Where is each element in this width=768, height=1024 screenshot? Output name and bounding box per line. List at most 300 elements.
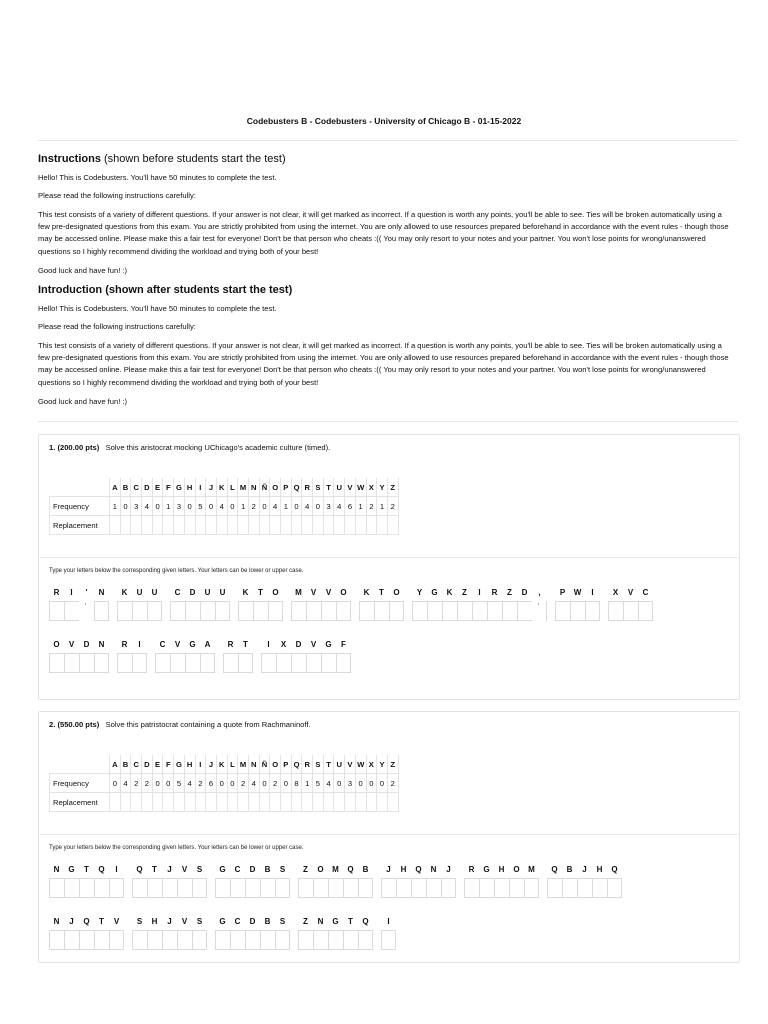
question-card-2 xyxy=(38,711,740,963)
answer-input[interactable] xyxy=(200,653,215,673)
replacement-input[interactable] xyxy=(334,793,345,812)
cipher-letter: Q xyxy=(136,865,143,874)
answer-input[interactable] xyxy=(147,878,162,898)
divider xyxy=(39,557,739,558)
answer-input[interactable] xyxy=(155,653,170,673)
replacement-input[interactable] xyxy=(377,516,388,535)
page-title: Codebusters B - Codebusters - University of Chicago B - 01-15-2022 xyxy=(246,116,522,126)
cipher-letter: O xyxy=(340,588,347,597)
cipher-cell xyxy=(275,862,290,898)
row-label: Replacement xyxy=(50,793,110,812)
replacement-input[interactable] xyxy=(195,793,206,812)
cipher-cell xyxy=(64,585,79,621)
alphabet-letter: O xyxy=(270,478,281,497)
answer-input[interactable] xyxy=(49,878,64,898)
alphabet-letter: I xyxy=(195,755,206,774)
replacement-input[interactable] xyxy=(227,793,238,812)
answer-hint: Type your letters below the corresponding given letters. Your letters can be lower or upper case. xyxy=(49,568,304,574)
cipher-cell xyxy=(389,585,404,621)
cipher-word xyxy=(49,637,109,673)
answer-input[interactable] xyxy=(94,601,109,621)
cipher-letter: S xyxy=(136,917,143,926)
answer-input[interactable] xyxy=(389,601,404,621)
frequency-cell: 4 xyxy=(334,497,345,516)
cipher-cell xyxy=(374,585,389,621)
answer-input[interactable] xyxy=(336,653,351,673)
answer-input[interactable] xyxy=(381,930,396,950)
cipher-cell xyxy=(607,862,622,898)
cipher-letter: G xyxy=(219,865,226,874)
alphabet-letter: R xyxy=(302,478,313,497)
answer-input[interactable] xyxy=(457,601,472,621)
replacement-input[interactable] xyxy=(302,516,313,535)
replacement-row xyxy=(50,793,399,812)
replacement-input[interactable] xyxy=(302,793,313,812)
cipher-letter: H xyxy=(596,865,603,874)
answer-input[interactable] xyxy=(261,653,276,673)
cipher-letter: Z xyxy=(303,865,308,874)
answer-input[interactable] xyxy=(276,653,291,673)
cipher-cell xyxy=(230,862,245,898)
answer-input[interactable] xyxy=(291,653,306,673)
answer-input[interactable] xyxy=(562,878,577,898)
frequency-cell: 2 xyxy=(366,497,377,516)
answer-input[interactable] xyxy=(396,878,411,898)
answer-input[interactable] xyxy=(607,878,622,898)
cipher-word xyxy=(412,585,547,621)
alphabet-letter: V xyxy=(345,478,356,497)
cipher-cell xyxy=(381,862,396,898)
cipher-cell xyxy=(427,585,442,621)
replacement-input[interactable] xyxy=(387,793,398,812)
cipher-letter: U xyxy=(219,588,226,597)
cipher-letter: J xyxy=(386,865,391,874)
cipher-cell xyxy=(457,585,472,621)
cipher-cell xyxy=(313,862,328,898)
answer-input[interactable] xyxy=(306,601,321,621)
replacement-input[interactable] xyxy=(323,793,334,812)
replacement-input[interactable] xyxy=(110,793,121,812)
replacement-input[interactable] xyxy=(334,516,345,535)
alphabet-letter: G xyxy=(174,755,185,774)
frequency-cell: 1 xyxy=(238,497,249,516)
introduction-p3: This test consists of a variety of different questions. If your answer is not clear, it will get marked as incorrect. If a question is worth any points, you'll be able to see. Ties will be broken automatically using a few pre-designated questions from this exam. You are strictly prohibited from using the internet. You are only allowed to use resources prepared beforehand in accordance with the event rules - though those may be accessed online. Please make this a fair test for everyone! Don't be that person who cheats :(( You may only resort to your notes and your partner. You won't lose points for wrong/unanswered questions so I highly recommend dividing the workload and trying both of your best! xyxy=(38,341,729,387)
answer-input[interactable] xyxy=(411,878,426,898)
answer-input[interactable] xyxy=(170,653,185,673)
cipher-cell xyxy=(192,914,207,950)
cipher-cell xyxy=(426,862,441,898)
answer-input[interactable] xyxy=(147,930,162,950)
answer-input[interactable] xyxy=(313,930,328,950)
answer-input[interactable] xyxy=(94,878,109,898)
answer-input[interactable] xyxy=(442,601,457,621)
row-label xyxy=(50,755,110,774)
frequency-cell: 4 xyxy=(120,774,131,793)
cipher-word xyxy=(215,862,290,898)
cipher-cell xyxy=(547,862,562,898)
replacement-input[interactable] xyxy=(248,793,259,812)
replacement-input[interactable] xyxy=(131,793,142,812)
cipher-letter: Q xyxy=(611,865,618,874)
replacement-input[interactable] xyxy=(131,516,142,535)
answer-input[interactable] xyxy=(275,930,290,950)
replacement-input[interactable] xyxy=(195,516,206,535)
alphabet-letter: K xyxy=(216,478,227,497)
answer-input[interactable] xyxy=(336,601,351,621)
replacement-input[interactable] xyxy=(270,793,281,812)
answer-input[interactable] xyxy=(291,601,306,621)
cipher-letter: V xyxy=(627,588,634,597)
answer-input[interactable] xyxy=(343,878,358,898)
alphabet-letter: D xyxy=(142,478,153,497)
replacement-input[interactable] xyxy=(345,516,356,535)
answer-input[interactable] xyxy=(328,878,343,898)
cipher-word xyxy=(155,637,215,673)
answer-input[interactable] xyxy=(260,930,275,950)
cipher-cell xyxy=(177,914,192,950)
answer-input[interactable] xyxy=(132,930,147,950)
answer-input[interactable] xyxy=(238,601,253,621)
cipher-letter: M xyxy=(332,865,339,874)
answer-input[interactable] xyxy=(238,653,253,673)
answer-input[interactable] xyxy=(487,601,502,621)
replacement-input[interactable] xyxy=(227,516,238,535)
answer-input[interactable] xyxy=(585,601,600,621)
answer-input[interactable] xyxy=(253,601,268,621)
replacement-input[interactable] xyxy=(184,793,195,812)
cipher-cell xyxy=(192,862,207,898)
cipher-letter: C xyxy=(234,917,241,926)
replacement-input[interactable] xyxy=(355,516,366,535)
answer-input[interactable] xyxy=(162,930,177,950)
answer-input[interactable] xyxy=(577,878,592,898)
answer-input[interactable] xyxy=(570,601,585,621)
answer-input[interactable] xyxy=(381,878,396,898)
cipher-letter: B xyxy=(264,917,271,926)
answer-input[interactable] xyxy=(412,601,427,621)
answer-input[interactable] xyxy=(268,601,283,621)
cipher-letter: K xyxy=(363,588,370,597)
cipher-cell xyxy=(64,914,79,950)
answer-input[interactable] xyxy=(321,601,336,621)
cipher-cell xyxy=(94,862,109,898)
alphabet-letter: Q xyxy=(291,755,302,774)
answer-input[interactable] xyxy=(79,878,94,898)
answer-input[interactable] xyxy=(547,878,562,898)
cipher-letter: F xyxy=(341,640,346,649)
cipher-letter: S xyxy=(196,865,203,874)
cipher-letter: J xyxy=(69,917,74,926)
cipher-cell xyxy=(94,914,109,950)
cipher-letter: G xyxy=(332,917,339,926)
alphabet-letter: Z xyxy=(387,478,398,497)
frequency-cell: 0 xyxy=(281,774,292,793)
replacement-input[interactable] xyxy=(142,516,153,535)
frequency-cell: 2 xyxy=(248,497,259,516)
cipher-cell xyxy=(49,637,64,673)
answer-input[interactable] xyxy=(117,653,132,673)
cipher-letter: Q xyxy=(362,917,369,926)
answer-input[interactable] xyxy=(298,930,313,950)
answer-input[interactable] xyxy=(358,930,373,950)
cipher-cell xyxy=(623,585,638,621)
alphabet-letter: V xyxy=(345,755,356,774)
answer-input[interactable] xyxy=(374,601,389,621)
answer-input[interactable] xyxy=(49,653,64,673)
replacement-input[interactable] xyxy=(291,793,302,812)
answer-input[interactable] xyxy=(245,930,260,950)
replacement-input[interactable] xyxy=(163,516,174,535)
answer-input[interactable] xyxy=(49,601,64,621)
answer-input[interactable] xyxy=(79,653,94,673)
frequency-cell: 1 xyxy=(281,497,292,516)
cipher-cell xyxy=(162,914,177,950)
replacement-input[interactable] xyxy=(291,516,302,535)
answer-input[interactable] xyxy=(260,878,275,898)
frequency-cell: 4 xyxy=(184,774,195,793)
cipher-cell xyxy=(147,914,162,950)
answer-input[interactable] xyxy=(185,601,200,621)
cipher-cell xyxy=(358,862,373,898)
cipher-cell xyxy=(275,914,290,950)
answer-input[interactable] xyxy=(502,601,517,621)
answer-input[interactable] xyxy=(321,653,336,673)
answer-input[interactable] xyxy=(192,878,207,898)
question-points: 1. (200.00 pts) xyxy=(49,443,100,452)
answer-input[interactable] xyxy=(298,878,313,898)
cipher-letter: D xyxy=(189,588,196,597)
answer-input[interactable] xyxy=(464,878,479,898)
cipher-cell xyxy=(215,585,230,621)
answer-input[interactable] xyxy=(109,878,124,898)
frequency-cell: 2 xyxy=(387,774,398,793)
answer-input[interactable] xyxy=(147,601,162,621)
answer-input[interactable] xyxy=(215,878,230,898)
answer-input[interactable] xyxy=(441,878,456,898)
answer-input[interactable] xyxy=(64,653,79,673)
answer-input[interactable] xyxy=(359,601,374,621)
answer-input[interactable] xyxy=(132,653,147,673)
frequency-cell: 0 xyxy=(110,774,121,793)
answer-input[interactable] xyxy=(313,878,328,898)
alphabet-letter: G xyxy=(174,478,185,497)
answer-input[interactable] xyxy=(275,878,290,898)
cipher-letter: J xyxy=(582,865,587,874)
replacement-input[interactable] xyxy=(281,793,292,812)
cipher-cell xyxy=(132,862,147,898)
replacement-input[interactable] xyxy=(313,516,324,535)
answer-input[interactable] xyxy=(426,878,441,898)
cipher-letter: I xyxy=(267,640,270,649)
replacement-input[interactable] xyxy=(216,793,227,812)
answer-hint: Type your letters below the corresponding given letters. Your letters can be lower or upper case. xyxy=(49,845,304,851)
answer-input[interactable] xyxy=(623,601,638,621)
answer-input[interactable] xyxy=(64,930,79,950)
replacement-input[interactable] xyxy=(270,516,281,535)
frequency-cell: 0 xyxy=(355,774,366,793)
cipher-cell xyxy=(517,585,532,621)
answer-input[interactable] xyxy=(517,601,532,621)
cipher-cell xyxy=(343,914,358,950)
answer-input[interactable] xyxy=(230,878,245,898)
alphabet-letter: Ñ xyxy=(259,478,270,497)
replacement-input[interactable] xyxy=(142,793,153,812)
replacement-input[interactable] xyxy=(259,793,270,812)
cipher-letter: G xyxy=(68,865,75,874)
answer-input[interactable] xyxy=(215,930,230,950)
replacement-input[interactable] xyxy=(281,516,292,535)
answer-input[interactable] xyxy=(79,930,94,950)
replacement-input[interactable] xyxy=(110,516,121,535)
instructions-p2: Please read the following instructions carefully: xyxy=(38,191,196,200)
answer-input[interactable] xyxy=(245,878,260,898)
answer-input[interactable] xyxy=(592,878,607,898)
cipher-letter: V xyxy=(181,917,188,926)
cipher-letter: Q xyxy=(83,917,90,926)
replacement-input[interactable] xyxy=(238,793,249,812)
answer-input[interactable] xyxy=(479,878,494,898)
answer-input[interactable] xyxy=(494,878,509,898)
frequency-cell: 2 xyxy=(131,774,142,793)
answer-input[interactable] xyxy=(427,601,442,621)
replacement-input[interactable] xyxy=(174,793,185,812)
answer-input[interactable] xyxy=(117,601,132,621)
cipher-word xyxy=(49,862,124,898)
alphabet-letter: Y xyxy=(377,478,388,497)
alphabet-letter: F xyxy=(163,478,174,497)
replacement-input[interactable] xyxy=(355,793,366,812)
alphabet-letter: D xyxy=(142,755,153,774)
frequency-cell: 0 xyxy=(184,497,195,516)
answer-input[interactable] xyxy=(215,601,230,621)
cipher-letter: Z xyxy=(507,588,512,597)
cipher-cell xyxy=(321,637,336,673)
cipher-letter: C xyxy=(234,865,241,874)
answer-input[interactable] xyxy=(509,878,524,898)
answer-input[interactable] xyxy=(608,601,623,621)
cipher-letter: R xyxy=(227,640,234,649)
answer-input[interactable] xyxy=(64,601,79,621)
frequency-cell: 4 xyxy=(302,497,313,516)
replacement-input[interactable] xyxy=(152,516,163,535)
cipher-letter: D xyxy=(249,865,256,874)
cipher-cell xyxy=(562,862,577,898)
cipher-letter: T xyxy=(243,640,248,649)
replacement-input[interactable] xyxy=(345,793,356,812)
cipher-letter: V xyxy=(310,640,317,649)
replacement-input[interactable] xyxy=(163,793,174,812)
frequency-cell: 1 xyxy=(110,497,121,516)
frequency-cell: 1 xyxy=(355,497,366,516)
frequency-cell: 5 xyxy=(174,774,185,793)
replacement-input[interactable] xyxy=(238,516,249,535)
answer-input[interactable] xyxy=(177,878,192,898)
frequency-cell: 4 xyxy=(248,774,259,793)
cipher-letter: B xyxy=(566,865,573,874)
answer-input[interactable] xyxy=(132,601,147,621)
answer-input[interactable] xyxy=(162,878,177,898)
divider xyxy=(38,421,738,422)
answer-input[interactable] xyxy=(223,653,238,673)
cipher-cell xyxy=(464,862,479,898)
answer-input[interactable] xyxy=(358,878,373,898)
cipher-cell xyxy=(472,585,487,621)
answer-input[interactable] xyxy=(200,601,215,621)
replacement-input[interactable] xyxy=(366,516,377,535)
replacement-input[interactable] xyxy=(120,516,131,535)
replacement-input[interactable] xyxy=(184,516,195,535)
alphabet-row xyxy=(50,478,399,497)
cipher-letter: T xyxy=(348,917,353,926)
answer-input[interactable] xyxy=(94,653,109,673)
replacement-input[interactable] xyxy=(174,516,185,535)
replacement-input[interactable] xyxy=(248,516,259,535)
cipher-letter: I xyxy=(478,588,481,597)
replacement-input[interactable] xyxy=(387,516,398,535)
cipher-letter: N xyxy=(98,588,105,597)
answer-input[interactable] xyxy=(328,930,343,950)
replacement-input[interactable] xyxy=(377,793,388,812)
answer-input[interactable] xyxy=(185,653,200,673)
frequency-cell: 8 xyxy=(291,774,302,793)
replacement-input[interactable] xyxy=(323,516,334,535)
replacement-input[interactable] xyxy=(216,516,227,535)
answer-input[interactable] xyxy=(49,930,64,950)
answer-input[interactable] xyxy=(64,878,79,898)
cipher-letter: G xyxy=(325,640,332,649)
cipher-cell xyxy=(306,637,321,673)
cipher-letter: T xyxy=(258,588,263,597)
frequency-cell: 5 xyxy=(195,497,206,516)
cipher-cell xyxy=(64,637,79,673)
answer-input[interactable] xyxy=(132,878,147,898)
answer-input[interactable] xyxy=(638,601,653,621)
replacement-input[interactable] xyxy=(206,516,217,535)
cipher-letter: I xyxy=(387,917,390,926)
replacement-input[interactable] xyxy=(259,516,270,535)
alphabet-letter: L xyxy=(227,755,238,774)
answer-input[interactable] xyxy=(170,601,185,621)
answer-input[interactable] xyxy=(177,930,192,950)
cipher-cell xyxy=(524,862,539,898)
cipher-cell xyxy=(185,637,200,673)
alphabet-letter: X xyxy=(366,755,377,774)
replacement-input[interactable] xyxy=(366,793,377,812)
replacement-input[interactable] xyxy=(152,793,163,812)
frequency-cell: 0 xyxy=(259,774,270,793)
answer-input[interactable] xyxy=(343,930,358,950)
cipher-cell xyxy=(79,637,94,673)
answer-input[interactable] xyxy=(192,930,207,950)
cipher-cell xyxy=(328,914,343,950)
answer-input[interactable] xyxy=(472,601,487,621)
frequency-cell: 0 xyxy=(227,497,238,516)
alphabet-letter: H xyxy=(184,478,195,497)
replacement-input[interactable] xyxy=(206,793,217,812)
replacement-input[interactable] xyxy=(313,793,324,812)
punctuation-mark xyxy=(79,601,94,621)
cipher-cell xyxy=(358,914,373,950)
answer-input[interactable] xyxy=(555,601,570,621)
replacement-input[interactable] xyxy=(120,793,131,812)
answer-input[interactable] xyxy=(94,930,109,950)
frequency-cell: 5 xyxy=(313,774,324,793)
answer-input[interactable] xyxy=(524,878,539,898)
answer-input[interactable] xyxy=(306,653,321,673)
answer-input[interactable] xyxy=(109,930,124,950)
answer-input[interactable] xyxy=(230,930,245,950)
punctuation-mark xyxy=(532,601,547,621)
